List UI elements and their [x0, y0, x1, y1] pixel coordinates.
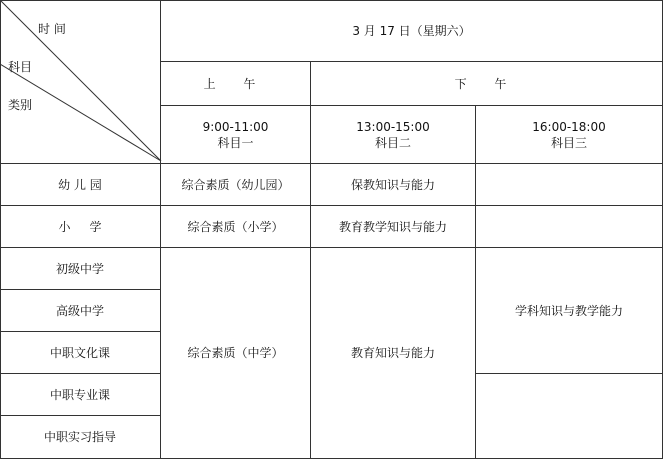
- cell-text: 保教知识与能力: [350, 177, 435, 192]
- morning-label: 上 午: [203, 76, 268, 91]
- category-primary: [0, 206, 161, 248]
- cell-text: 综合素质（小学）: [187, 219, 284, 234]
- category-junior-middle: [0, 248, 161, 290]
- secondary-session-3: [476, 248, 663, 374]
- session-2-header: [311, 106, 476, 164]
- session-1-header: [161, 106, 311, 164]
- primary-session-2: [311, 206, 476, 248]
- category-label: 中职实习指导: [43, 430, 116, 444]
- cell-text: 教育教学知识与能力: [338, 219, 447, 234]
- corner-subject-label: 科目: [8, 60, 33, 74]
- category-label: 中职专业课: [49, 387, 110, 402]
- session-3-time: 16:00-18:00: [532, 119, 606, 134]
- primary-session-1: [161, 206, 311, 248]
- session-2-time: 13:00-15:00: [356, 119, 430, 134]
- date-header: [161, 0, 663, 62]
- corner-category-label: 类别: [8, 98, 33, 112]
- cell-text: 综合素质（中学）: [187, 346, 284, 360]
- category-vocational-culture: [0, 332, 161, 374]
- category-label: 高级中学: [55, 303, 104, 318]
- secondary-session-1: [161, 248, 311, 459]
- morning-header: [161, 62, 311, 106]
- afternoon-label: 下 午: [454, 76, 519, 91]
- cell-text: 综合素质（幼儿园）: [181, 177, 290, 192]
- date-text: 3 月 17 日（星期六）: [352, 23, 471, 38]
- category-vocational-practice: [0, 416, 161, 459]
- session-1-time: 9:00-11:00: [202, 119, 269, 134]
- secondary-session-2: [311, 248, 476, 459]
- session-2-subject: 科目二: [374, 135, 411, 150]
- kindergarten-session-3: [476, 164, 663, 206]
- session-3-header: [476, 106, 663, 164]
- session-3-subject: 科目三: [550, 135, 587, 150]
- cell-text: 学科知识与教学能力: [514, 303, 623, 318]
- kindergarten-session-1: [161, 164, 311, 206]
- category-label: 幼 儿 园: [58, 177, 102, 192]
- afternoon-header: [311, 62, 663, 106]
- corner-time-label: 时 间: [38, 22, 66, 36]
- category-label: 初级中学: [55, 261, 104, 276]
- primary-session-3: [476, 206, 663, 248]
- corner-header-cell: [0, 0, 161, 164]
- category-label: 小 学: [58, 219, 102, 234]
- cell-text: 教育知识与能力: [350, 346, 435, 360]
- category-senior-middle: [0, 290, 161, 332]
- kindergarten-session-2: [311, 164, 476, 206]
- category-vocational-professional: [0, 374, 161, 416]
- category-kindergarten: [0, 164, 161, 206]
- category-label: 中职文化课: [49, 345, 110, 360]
- vocational-session-3: [476, 374, 663, 459]
- session-1-subject: 科目一: [217, 135, 254, 150]
